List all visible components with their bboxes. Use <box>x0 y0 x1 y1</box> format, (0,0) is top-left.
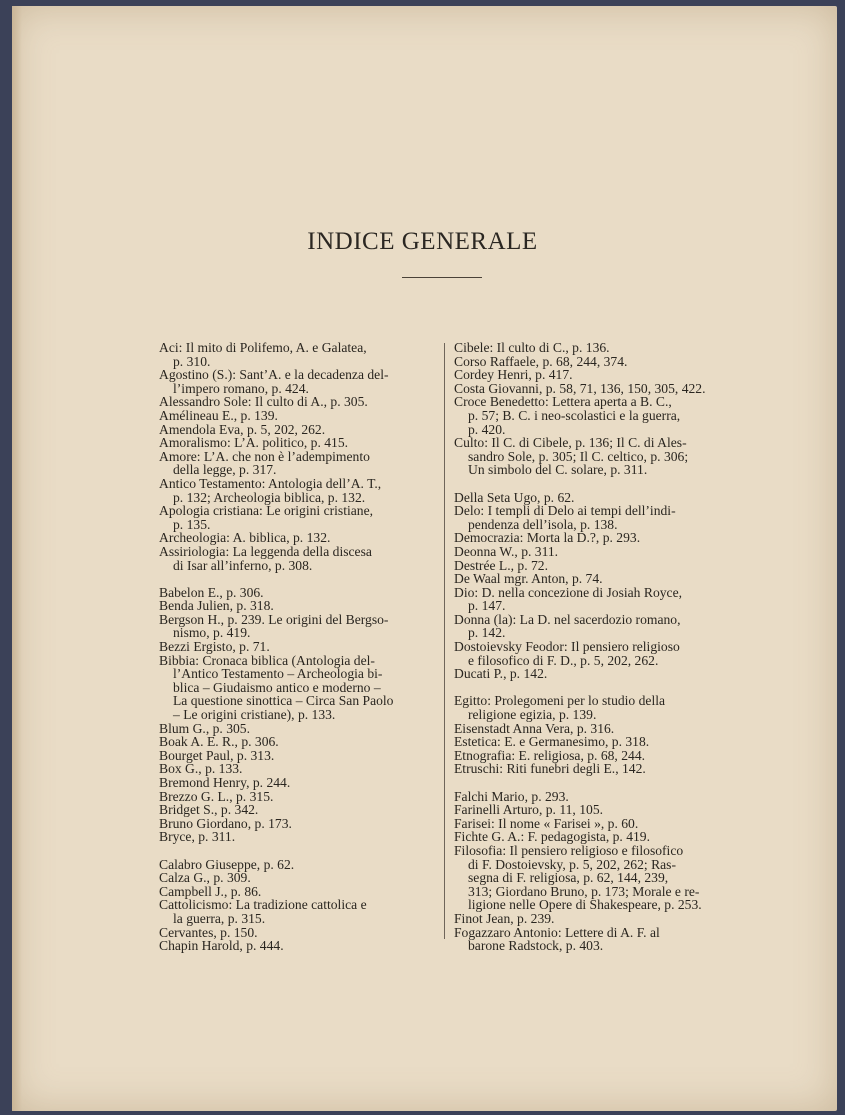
index-entry-continuation: di F. Dostoievsky, p. 5, 202, 262; Ras- <box>468 856 676 872</box>
index-entry <box>159 898 435 925</box>
index-entry-heading: Deonna W., p. 311. <box>454 543 559 559</box>
index-entry-heading: Box G., p. 133. <box>159 761 243 777</box>
index-entry-heading: Bezzi Ergisto, p. 71. <box>159 639 270 655</box>
index-entry <box>159 871 435 885</box>
index-entry-heading: Finot Jean, p. 239. <box>454 910 555 926</box>
index-entry-heading: Aci: Il mito di Polifemo, A. e Galatea, <box>159 340 367 355</box>
index-entry <box>454 830 734 844</box>
index-entry-heading: Amoralismo: L’A. politico, p. 415. <box>159 435 349 451</box>
index-entry-continuation: p. 420. <box>468 421 506 437</box>
index-entry <box>159 722 435 736</box>
index-entry-heading: Amélineau E., p. 139. <box>159 407 278 423</box>
index-entry <box>454 803 734 817</box>
index-entry <box>159 830 435 844</box>
index-entry-heading: Bourget Paul, p. 313. <box>159 747 275 763</box>
index-gap <box>159 844 435 858</box>
index-entry-heading: Destrée L., p. 72. <box>454 557 548 573</box>
index-entry-heading: Filosofia: Il pensiero religioso e filosofico <box>454 842 684 858</box>
index-entry-continuation: 313; Giordano Bruno, p. 173; Morale e re- <box>468 883 700 899</box>
index-entry-heading: Falchi Mario, p. 293. <box>454 788 569 804</box>
index-entry-heading: Bridget S., p. 342. <box>159 802 259 818</box>
index-entry-heading: Bibbia: Cronaca biblica (Antologia del- <box>159 652 375 668</box>
index-gap <box>454 681 734 695</box>
index-entry <box>454 559 734 573</box>
index-entry <box>454 395 734 436</box>
index-entry <box>159 817 435 831</box>
index-entry <box>159 654 435 722</box>
index-entry <box>159 368 435 395</box>
index-entry <box>454 640 734 667</box>
index-entry <box>159 762 435 776</box>
index-entry <box>454 790 734 804</box>
index-entry-continuation: p. 132; Archeologia biblica, p. 132. <box>173 489 366 505</box>
index-entry <box>454 572 734 586</box>
index-entry-heading: Amore: L’A. che non è l’adempimento <box>159 448 370 464</box>
index-entry-heading: Chapin Harold, p. 444. <box>159 938 284 954</box>
index-entry-heading: Farisei: Il nome « Farisei », p. 60. <box>454 815 639 831</box>
index-entry-heading: Bruno Giordano, p. 173. <box>159 815 292 831</box>
index-entry <box>454 817 734 831</box>
index-entry <box>454 545 734 559</box>
index-entry-heading: Egitto: Prolegomeni per lo studio della <box>454 693 666 709</box>
index-entry-heading: Boak A. E. R., p. 306. <box>159 734 279 750</box>
page-title: INDICE GENERALE <box>307 228 538 255</box>
index-entry-continuation: la guerra, p. 315. <box>173 910 266 926</box>
index-entry-heading: Archeologia: A. biblica, p. 132. <box>159 530 331 546</box>
index-entry-heading: Corso Raffaele, p. 68, 244, 374. <box>454 353 628 369</box>
index-entry-continuation: – Le origini cristiane), p. 133. <box>173 707 336 723</box>
index-entry <box>159 939 435 953</box>
index-entry-continuation: religione egizia, p. 139. <box>468 707 597 723</box>
index-entry <box>454 382 734 396</box>
index-entry-heading: Democrazia: Morta la D.?, p. 293. <box>454 530 641 546</box>
index-entry-heading: Croce Benedetto: Lettera aperta a B. C., <box>454 394 672 410</box>
index-entry-heading: Alessandro Sole: Il culto di A., p. 305. <box>159 394 368 410</box>
index-entry <box>454 926 734 953</box>
index-entry <box>159 504 435 531</box>
column-divider <box>444 343 445 939</box>
index-entry <box>454 749 734 763</box>
index-entry-continuation: p. 310. <box>173 353 211 369</box>
index-entry <box>454 912 734 926</box>
index-entry-heading: Benda Julien, p. 318. <box>159 598 274 614</box>
index-entry-continuation: p. 57; B. C. i neo-scolastici e la guerra, <box>468 407 681 423</box>
index-entry <box>454 762 734 776</box>
index-entry-heading: Babelon E., p. 306. <box>159 584 264 600</box>
index-entry-heading: Bergson H., p. 239. Le origini del Bergso- <box>159 611 389 627</box>
index-entry-heading: Brezzo G. L., p. 315. <box>159 788 274 804</box>
index-entry-heading: Cibele: Il culto di C., p. 136. <box>454 340 610 355</box>
index-entry-heading: Culto: Il C. di Cibele, p. 136; Il C. di Ales- <box>454 435 687 451</box>
index-entry-heading: Etruschi: Riti funebri degli E., 142. <box>454 761 646 777</box>
index-entry <box>159 477 435 504</box>
index-entry-continuation: ligione nelle Opere di Shakespeare, p. 253. <box>468 897 702 913</box>
index-entry-heading: Assiriologia: La leggenda della discesa <box>159 543 372 559</box>
index-entry-heading: Campbell J., p. 86. <box>159 883 262 899</box>
index-entry-heading: De Waal mgr. Anton, p. 74. <box>454 571 603 587</box>
index-entry-heading: Calza G., p. 309. <box>159 870 251 886</box>
index-entry-continuation: p. 142. <box>468 625 506 641</box>
index-entry <box>159 926 435 940</box>
index-entry-continuation: pendenza dell’isola, p. 138. <box>468 516 618 532</box>
index-entry-heading: Ducati P., p. 142. <box>454 666 548 682</box>
index-entry-continuation: segna di F. religiosa, p. 62, 144, 239, <box>468 870 669 886</box>
index-gap <box>454 776 734 790</box>
index-entry-continuation: p. 147. <box>468 598 506 614</box>
index-entry <box>454 586 734 613</box>
index-entry-heading: Farinelli Arturo, p. 11, 105. <box>454 802 604 818</box>
index-gap <box>159 572 435 586</box>
index-entry <box>454 722 734 736</box>
index-entry-heading: Bryce, p. 311. <box>159 829 236 845</box>
index-entry <box>159 531 435 545</box>
index-entry-heading: Bremond Henry, p. 244. <box>159 775 291 790</box>
index-entry-continuation: della legge, p. 317. <box>173 462 277 478</box>
index-entry <box>159 749 435 763</box>
index-entry-heading: Blum G., p. 305. <box>159 720 251 736</box>
index-entry <box>454 735 734 749</box>
index-entry-heading: Apologia cristiana: Le origini cristiane, <box>159 503 374 519</box>
index-entry <box>159 776 435 790</box>
index-entry-heading: Della Seta Ugo, p. 62. <box>454 489 575 505</box>
index-entry-heading: Amendola Eva, p. 5, 202, 262. <box>159 421 326 437</box>
index-entry <box>159 803 435 817</box>
title-rule <box>402 277 482 278</box>
index-entry-heading: Estetica: E. e Germanesimo, p. 318. <box>454 734 650 750</box>
index-entry-continuation: l’Antico Testamento – Archeologia bi- <box>173 666 383 682</box>
index-entry <box>159 545 435 572</box>
index-gap <box>454 477 734 491</box>
index-entry-continuation: sandro Sole, p. 305; Il C. celtico, p. 306; <box>468 448 689 464</box>
index-entry <box>159 790 435 804</box>
index-entry-continuation: Un simbolo del C. solare, p. 311. <box>468 462 648 478</box>
index-entry <box>159 341 435 368</box>
index-entry <box>454 341 734 355</box>
index-entry-heading: Delo: I templi di Delo ai tempi dell’indi- <box>454 503 676 519</box>
index-entry-continuation: blica – Giudaismo antico e moderno – <box>173 679 381 695</box>
index-entry <box>454 436 734 477</box>
index-entry-heading: Antico Testamento: Antologia dell’A. T., <box>159 475 382 491</box>
index-entry-heading: Eisenstadt Anna Vera, p. 316. <box>454 720 615 736</box>
index-entry-continuation: barone Radstock, p. 403. <box>468 938 604 954</box>
index-entry-continuation: nismo, p. 419. <box>173 625 251 641</box>
index-entry-continuation: l’impero romano, p. 424. <box>173 380 309 396</box>
index-entry <box>454 368 734 382</box>
index-entry <box>159 599 435 613</box>
index-entry <box>159 423 435 437</box>
index-entry-heading: Donna (la): La D. nel sacerdozio romano, <box>454 611 681 627</box>
index-entry-heading: Cervantes, p. 150. <box>159 924 258 940</box>
index-entry <box>454 504 734 531</box>
index-entry-heading: Cattolicismo: La tradizione cattolica e <box>159 897 367 913</box>
index-entry <box>454 355 734 369</box>
index-entry <box>159 613 435 640</box>
index-entry-continuation: di Isar all’inferno, p. 308. <box>173 557 313 573</box>
index-entry <box>454 613 734 640</box>
index-column-left <box>159 341 435 953</box>
index-entry <box>454 491 734 505</box>
index-entry <box>159 640 435 654</box>
index-entry <box>454 531 734 545</box>
index-entry-heading: Calabro Giuseppe, p. 62. <box>159 856 295 872</box>
index-entry-heading: Dostoievsky Feodor: Il pensiero religioso <box>454 639 680 655</box>
index-entry <box>159 409 435 423</box>
index-entry-continuation: e filosofico di F. D., p. 5, 202, 262. <box>468 652 659 668</box>
index-entry <box>159 735 435 749</box>
index-entry-heading: Fichte G. A.: F. pedagogista, p. 419. <box>454 829 651 845</box>
index-entry <box>159 858 435 872</box>
index-entry <box>159 395 435 409</box>
index-entry <box>159 436 435 450</box>
index-entry-continuation: p. 135. <box>173 516 211 532</box>
index-entry <box>159 586 435 600</box>
index-column-right <box>454 341 734 953</box>
index-entry-heading: Dio: D. nella concezione di Josiah Royce, <box>454 584 683 600</box>
index-entry-heading: Fogazzaro Antonio: Lettere di A. F. al <box>454 924 660 940</box>
index-entry <box>454 667 734 681</box>
index-entry <box>159 885 435 899</box>
index-entry-heading: Etnografia: E. religiosa, p. 68, 244. <box>454 747 646 763</box>
index-entry-heading: Cordey Henri, p. 417. <box>454 367 573 383</box>
index-entry-heading: Costa Giovanni, p. 58, 71, 136, 150, 305, 422. <box>454 380 706 396</box>
index-entry <box>454 694 734 721</box>
index-entry-heading: Agostino (S.): Sant’A. e la decadenza del- <box>159 367 389 383</box>
index-entry <box>454 844 734 912</box>
index-entry-continuation: La questione sinottica – Circa San Paolo <box>173 693 394 709</box>
index-entry <box>159 450 435 477</box>
